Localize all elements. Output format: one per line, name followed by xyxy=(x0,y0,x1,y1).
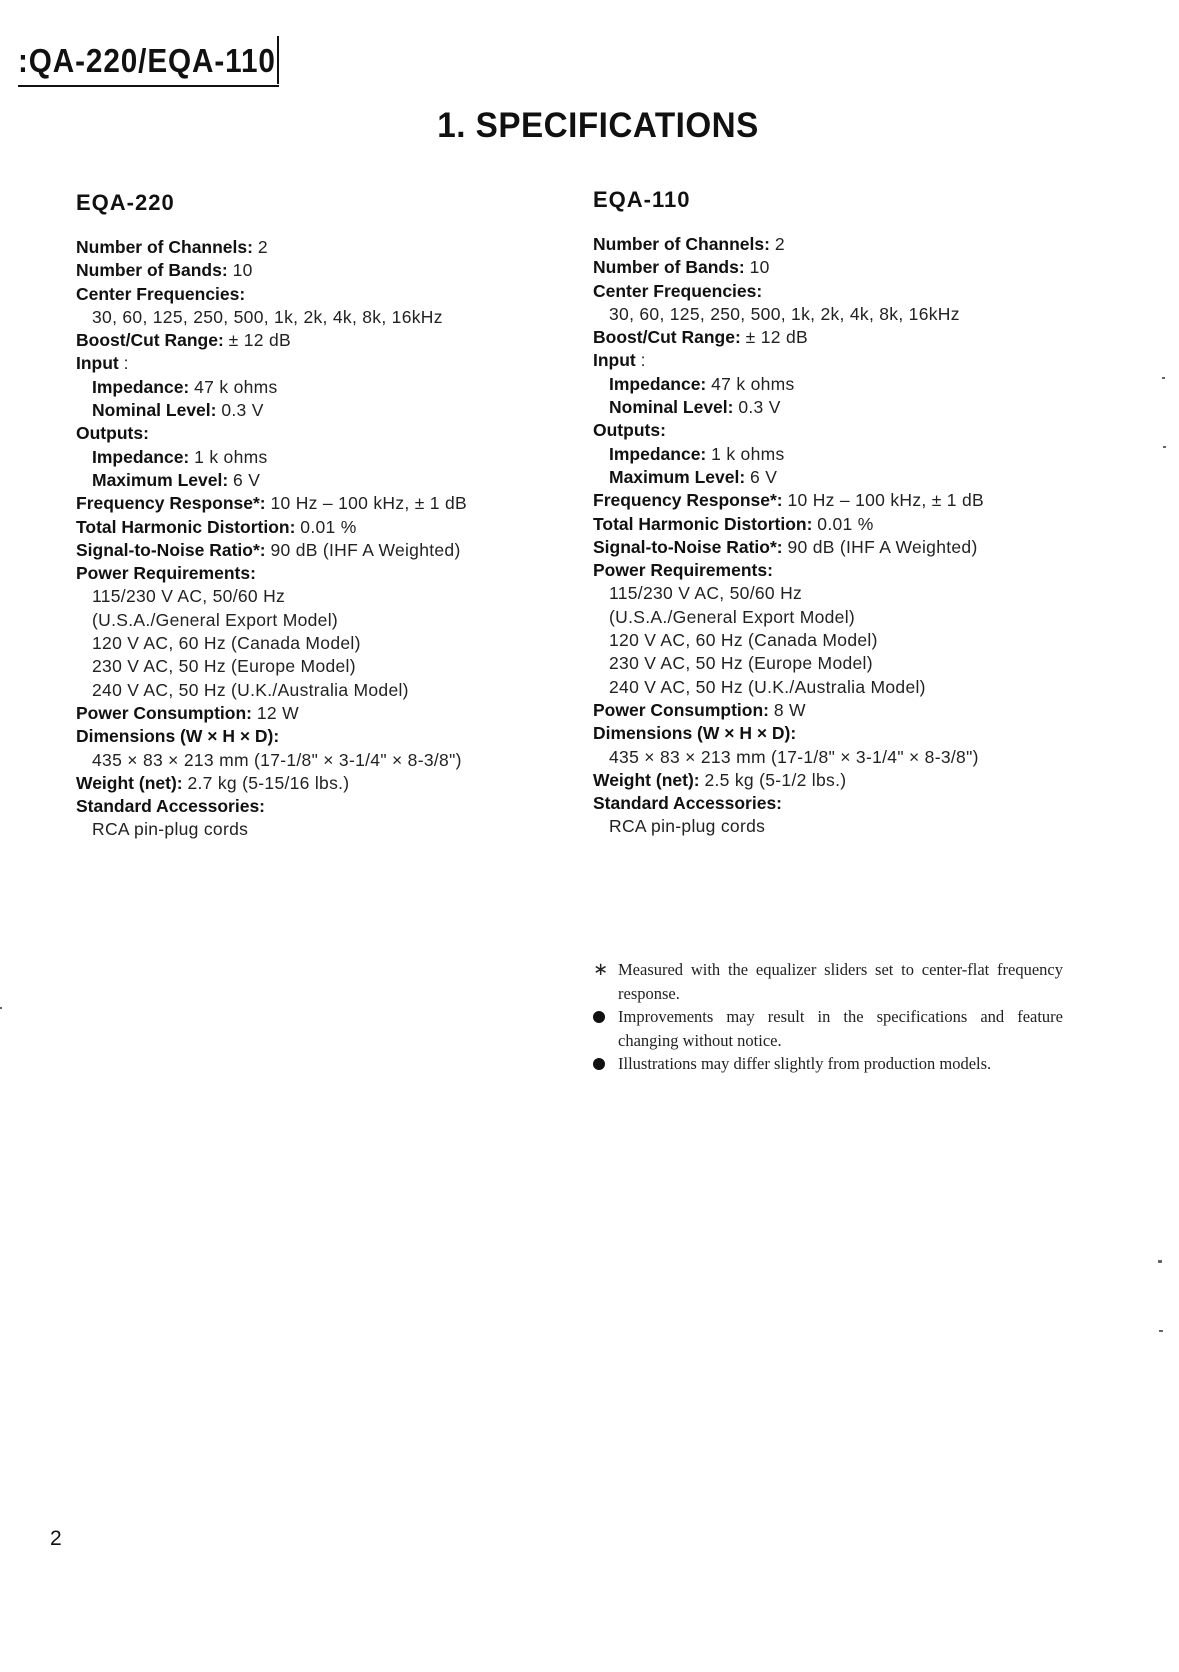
spec-value: RCA pin-plug cords xyxy=(92,819,249,840)
spec-line xyxy=(593,676,984,699)
spec-label: Weight (net): xyxy=(76,772,183,793)
spec-label: Outputs: xyxy=(76,423,149,444)
spec-label: Total Harmonic Distortion: xyxy=(76,516,296,537)
spec-label: Signal-to-Noise Ratio*: xyxy=(593,536,783,557)
note-item xyxy=(593,1005,1063,1052)
spec-value: ± 12 dB xyxy=(745,327,808,348)
asterisk-icon: ∗ xyxy=(593,959,609,980)
spec-label: Maximum Level: xyxy=(92,469,229,490)
spec-line xyxy=(76,562,467,585)
spec-value: 8 W xyxy=(773,699,806,720)
spec-line xyxy=(593,746,984,769)
spec-line xyxy=(593,280,984,303)
spec-label: Power Requirements: xyxy=(593,560,773,581)
spec-value: (U.S.A./General Export Model) xyxy=(92,609,339,630)
spec-line xyxy=(593,466,984,489)
spec-label: Impedance: xyxy=(92,446,190,467)
spec-value: 115/230 V AC, 50/60 Hz xyxy=(609,583,803,604)
spec-label: Standard Accessories: xyxy=(593,793,783,814)
spec-value: 0.3 V xyxy=(221,400,264,421)
spec-value: 47 k ohms xyxy=(194,376,278,397)
spec-value: 2 xyxy=(257,237,268,257)
spec-value: 1 k ohms xyxy=(711,443,785,464)
spec-line xyxy=(76,469,467,492)
spec-value: 2 xyxy=(774,234,785,254)
note-item xyxy=(593,958,1063,1005)
spec-label: Frequency Response*: xyxy=(76,493,266,514)
spec-line xyxy=(76,446,467,469)
spec-value: 90 dB (IHF A Weighted) xyxy=(787,536,978,557)
spec-label: Standard Accessories: xyxy=(76,796,266,817)
spec-label: Impedance: xyxy=(609,443,707,464)
spec-value: 0.01 % xyxy=(817,513,874,534)
spec-label: Nominal Level: xyxy=(92,400,217,421)
spec-line xyxy=(76,772,467,795)
spec-value: 0.3 V xyxy=(738,397,781,418)
spec-line xyxy=(593,396,984,419)
spec-line xyxy=(76,818,467,841)
note-item xyxy=(593,1052,1063,1076)
spec-value: 30, 60, 125, 250, 500, 1k, 2k, 4k, 8k, 16kHz xyxy=(92,306,443,327)
spec-line xyxy=(593,815,984,838)
scan-speck xyxy=(1162,377,1165,379)
spec-line xyxy=(76,609,467,632)
spec-label: Boost/Cut Range: xyxy=(593,327,741,348)
spec-value: 10 Hz – 100 kHz, ± 1 dB xyxy=(787,490,984,511)
spec-line xyxy=(593,256,984,279)
note-text: Improvements may result in the specifications and feature changing without notice. xyxy=(618,1007,1063,1050)
spec-line xyxy=(593,419,984,442)
spec-label: Weight (net): xyxy=(593,769,700,790)
spec-line xyxy=(76,352,467,375)
spec-value: 2.5 kg (5-1/2 lbs.) xyxy=(704,769,847,790)
spec-label: Maximum Level: xyxy=(609,466,746,487)
spec-value: 435 × 83 × 213 mm (17-1/8" × 3-1/4" × 8-3/8") xyxy=(92,749,462,770)
spec-label: Dimensions (W × H × D): xyxy=(76,726,280,747)
spec-label: Impedance: xyxy=(609,373,707,394)
scan-speck xyxy=(1163,446,1166,448)
spec-label: Number of Bands: xyxy=(76,260,228,281)
spec-label: Signal-to-Noise Ratio*: xyxy=(76,539,266,560)
spec-line xyxy=(593,769,984,792)
spec-line xyxy=(593,303,984,326)
spec-line xyxy=(76,679,467,702)
scan-speck xyxy=(1158,1260,1162,1263)
spec-label: Number of Channels: xyxy=(76,237,253,257)
spec-line xyxy=(76,585,467,608)
spec-value: : xyxy=(640,350,646,371)
spec-label: Number of Channels: xyxy=(593,234,770,254)
spec-line xyxy=(593,652,984,675)
spec-line xyxy=(593,349,984,372)
spec-line xyxy=(593,373,984,396)
spec-value: 115/230 V AC, 50/60 Hz xyxy=(92,586,286,607)
spec-line xyxy=(76,655,467,678)
bullet-icon xyxy=(593,1005,605,1030)
spec-label: Boost/Cut Range: xyxy=(76,330,224,351)
spec-value: 12 W xyxy=(256,702,299,723)
header-horizontal-rule xyxy=(18,85,279,87)
spec-value: 230 V AC, 50 Hz (Europe Model) xyxy=(609,653,873,674)
spec-value: 10 xyxy=(232,260,253,281)
scan-speck xyxy=(1159,1330,1163,1332)
spec-line xyxy=(76,306,467,329)
spec-value: 6 V xyxy=(233,469,261,490)
spec-label: Center Frequencies: xyxy=(76,283,246,304)
spec-label: Number of Bands: xyxy=(593,257,745,278)
spec-line xyxy=(76,539,467,562)
spec-line xyxy=(76,236,467,259)
spec-line xyxy=(76,376,467,399)
spec-value: (U.S.A./General Export Model) xyxy=(609,606,856,627)
spec-line xyxy=(593,792,984,815)
spec-line xyxy=(76,516,467,539)
spec-label: Nominal Level: xyxy=(609,397,734,418)
spec-line xyxy=(76,329,467,352)
spec-line xyxy=(593,326,984,349)
spec-value: 435 × 83 × 213 mm (17-1/8" × 3-1/4" × 8-3/8") xyxy=(609,746,979,767)
spec-line xyxy=(593,722,984,745)
spec-value: 120 V AC, 60 Hz (Canada Model) xyxy=(92,633,361,654)
spec-value: 10 Hz – 100 kHz, ± 1 dB xyxy=(270,493,467,514)
spec-line xyxy=(76,399,467,422)
spec-value: 120 V AC, 60 Hz (Canada Model) xyxy=(609,630,878,651)
spec-line xyxy=(76,749,467,772)
spec-label: Frequency Response*: xyxy=(593,490,783,511)
note-text: Measured with the equalizer sliders set to center-flat frequency response. xyxy=(618,960,1063,1003)
spec-value: ± 12 dB xyxy=(228,330,291,351)
spec-value: 230 V AC, 50 Hz (Europe Model) xyxy=(92,656,356,677)
left-spec-column xyxy=(76,190,467,842)
spec-line xyxy=(76,795,467,818)
spec-label: Dimensions (W × H × D): xyxy=(593,723,797,744)
bullet-icon xyxy=(593,1052,605,1077)
spec-value: 240 V AC, 50 Hz (U.K./Australia Model) xyxy=(92,679,409,700)
scan-speck xyxy=(0,1007,2,1009)
spec-label: Power Requirements: xyxy=(76,563,256,584)
spec-line xyxy=(593,606,984,629)
spec-line xyxy=(76,702,467,725)
spec-value: 240 V AC, 50 Hz (U.K./Australia Model) xyxy=(609,676,926,697)
spec-value: 47 k ohms xyxy=(711,373,795,394)
spec-line xyxy=(76,632,467,655)
spec-line xyxy=(593,513,984,536)
spec-line xyxy=(76,492,467,515)
spec-line xyxy=(76,422,467,445)
spec-value: 2.7 kg (5-15/16 lbs.) xyxy=(187,772,350,793)
spec-line xyxy=(593,443,984,466)
spec-label: Total Harmonic Distortion: xyxy=(593,513,813,534)
model-heading: EQA-110 xyxy=(593,187,691,212)
spec-line xyxy=(76,283,467,306)
spec-value: 1 k ohms xyxy=(194,446,268,467)
spec-value: : xyxy=(123,353,129,374)
spec-line xyxy=(593,629,984,652)
spec-line xyxy=(593,489,984,512)
spec-value: 90 dB (IHF A Weighted) xyxy=(270,539,461,560)
spec-list xyxy=(76,236,467,842)
model-heading: EQA-220 xyxy=(76,190,175,215)
spec-label: Center Frequencies: xyxy=(593,280,763,301)
spec-line xyxy=(593,582,984,605)
spec-value: 30, 60, 125, 250, 500, 1k, 2k, 4k, 8k, 16kHz xyxy=(609,303,960,324)
spec-label: Power Consumption: xyxy=(593,699,769,720)
spec-value: RCA pin-plug cords xyxy=(609,816,766,837)
note-text: Illustrations may differ slightly from production models. xyxy=(618,1054,992,1073)
spec-line xyxy=(593,536,984,559)
spec-label: Power Consumption: xyxy=(76,702,252,723)
spec-line xyxy=(593,233,984,256)
spec-label: Impedance: xyxy=(92,376,190,397)
header-vertical-rule xyxy=(277,36,279,84)
spec-value: 0.01 % xyxy=(300,516,357,537)
spec-list xyxy=(593,233,984,839)
right-spec-column xyxy=(593,187,984,839)
spec-line xyxy=(76,259,467,282)
spec-line xyxy=(593,699,984,722)
spec-label: Outputs: xyxy=(593,420,666,441)
spec-label: Input xyxy=(76,353,119,374)
header-model-title: :QA-220/EQA-110 xyxy=(18,42,276,79)
notes-section xyxy=(593,958,1063,1076)
spec-label: Input xyxy=(593,350,636,371)
spec-line xyxy=(76,725,467,748)
spec-value: 6 V xyxy=(750,466,778,487)
spec-value: 10 xyxy=(749,257,770,278)
page-number: 2 xyxy=(50,1527,62,1550)
spec-line xyxy=(593,559,984,582)
page-title: 1. SPECIFICATIONS xyxy=(437,106,759,145)
